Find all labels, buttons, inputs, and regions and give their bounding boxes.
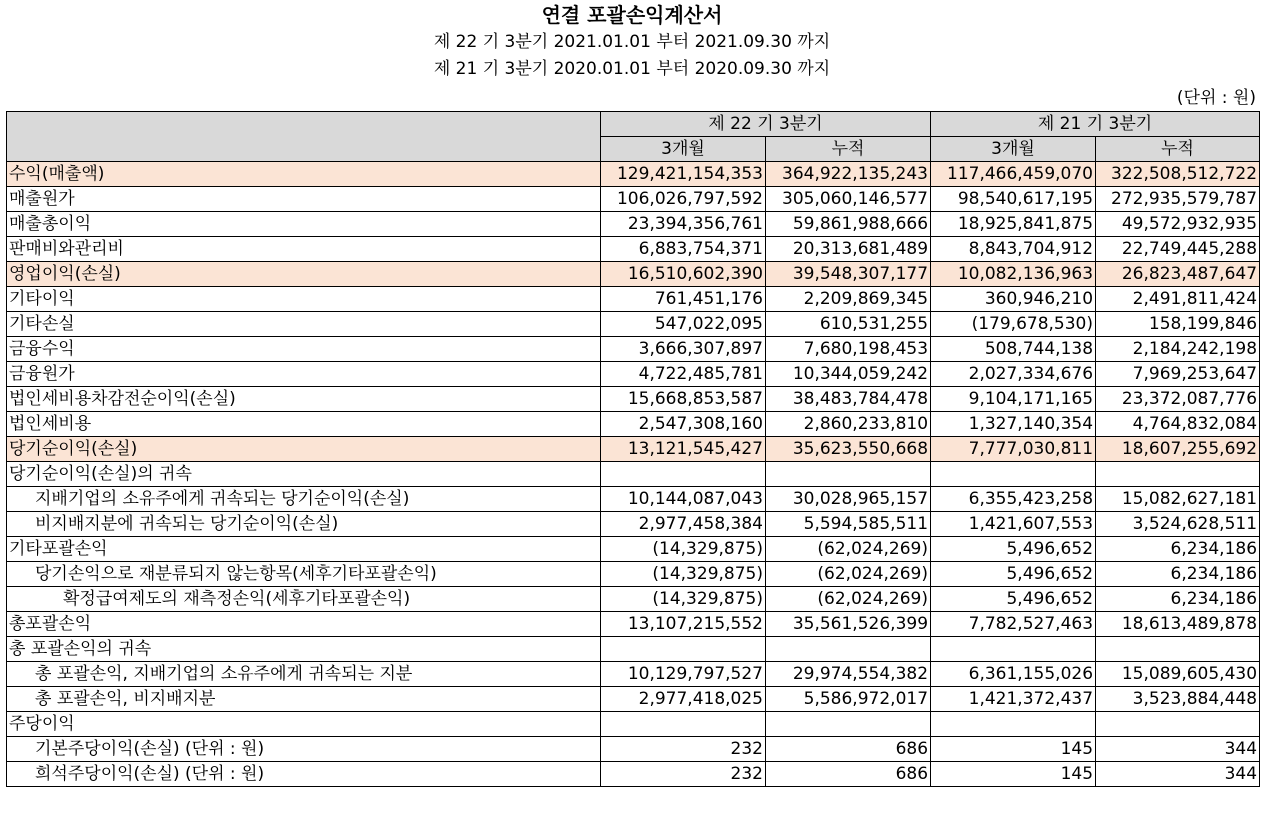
row-label: 희석주당이익(손실) (단위 : 원) xyxy=(7,762,601,787)
cell-value: 547,022,095 xyxy=(601,312,766,337)
cell-value: 7,777,030,811 xyxy=(931,437,1096,462)
cell-value: 6,234,186 xyxy=(1096,562,1260,587)
table-row xyxy=(7,287,1260,312)
table-row xyxy=(7,712,1260,737)
cell-value xyxy=(766,462,931,487)
cell-value: 59,861,988,666 xyxy=(766,212,931,237)
row-label: 판매비와관리비 xyxy=(7,237,601,262)
cell-value: 5,496,652 xyxy=(931,587,1096,612)
table-row xyxy=(7,237,1260,262)
cell-value: 610,531,255 xyxy=(766,312,931,337)
cell-value: 49,572,932,935 xyxy=(1096,212,1260,237)
table-row xyxy=(7,587,1260,612)
cell-value: 1,327,140,354 xyxy=(931,412,1096,437)
row-label: 총 포괄손익, 지배기업의 소유주에게 귀속되는 지분 xyxy=(7,662,601,687)
cell-value: (179,678,530) xyxy=(931,312,1096,337)
cell-value: 4,764,832,084 xyxy=(1096,412,1260,437)
cell-value: (62,024,269) xyxy=(766,562,931,587)
cell-value: 272,935,579,787 xyxy=(1096,187,1260,212)
cell-value: 5,586,972,017 xyxy=(766,687,931,712)
cell-value: 2,184,242,198 xyxy=(1096,337,1260,362)
table-row xyxy=(7,737,1260,762)
cell-value: 30,028,965,157 xyxy=(766,487,931,512)
row-label: 주당이익 xyxy=(7,712,601,737)
row-label: 영업이익(손실) xyxy=(7,262,601,287)
cell-value: 16,510,602,390 xyxy=(601,262,766,287)
cell-value: 6,234,186 xyxy=(1096,587,1260,612)
cell-value: 10,129,797,527 xyxy=(601,662,766,687)
cell-value xyxy=(601,712,766,737)
cell-value: 344 xyxy=(1096,737,1260,762)
cell-value: 6,883,754,371 xyxy=(601,237,766,262)
cell-value xyxy=(1096,637,1260,662)
period-current: 제 22 기 3분기 2021.01.01 부터 2021.09.30 까지 xyxy=(433,32,831,52)
cell-value xyxy=(931,462,1096,487)
cell-value: 364,922,135,243 xyxy=(766,162,931,187)
cell-value: 5,594,585,511 xyxy=(766,512,931,537)
cell-value: 6,361,155,026 xyxy=(931,662,1096,687)
table-row xyxy=(7,337,1260,362)
table-row xyxy=(7,562,1260,587)
cell-value: 26,823,487,647 xyxy=(1096,262,1260,287)
cell-value: 2,860,233,810 xyxy=(766,412,931,437)
cell-value: 15,082,627,181 xyxy=(1096,487,1260,512)
table-row xyxy=(7,462,1260,487)
cell-value: 322,508,512,722 xyxy=(1096,162,1260,187)
row-label: 비지배지분에 귀속되는 당기순이익(손실) xyxy=(7,512,601,537)
cell-value: 8,843,704,912 xyxy=(931,237,1096,262)
cell-value: 98,540,617,195 xyxy=(931,187,1096,212)
cell-value: 145 xyxy=(931,737,1096,762)
header-current-three-months: 3개월 xyxy=(601,137,766,162)
row-label: 법인세비용차감전순이익(손실) xyxy=(7,387,601,412)
cell-value: 508,744,138 xyxy=(931,337,1096,362)
cell-value xyxy=(1096,462,1260,487)
row-label: 기타손실 xyxy=(7,312,601,337)
cell-value: (14,329,875) xyxy=(601,562,766,587)
row-label: 법인세비용 xyxy=(7,412,601,437)
row-label: 기타이익 xyxy=(7,287,601,312)
row-label: 금융원가 xyxy=(7,362,601,387)
cell-value: 15,668,853,587 xyxy=(601,387,766,412)
table-row xyxy=(7,262,1260,287)
cell-value xyxy=(601,462,766,487)
row-label: 매출원가 xyxy=(7,187,601,212)
cell-value: 5,496,652 xyxy=(931,537,1096,562)
table-row xyxy=(7,412,1260,437)
cell-value: 4,722,485,781 xyxy=(601,362,766,387)
cell-value: (14,329,875) xyxy=(601,587,766,612)
cell-value xyxy=(931,712,1096,737)
cell-value: (62,024,269) xyxy=(766,587,931,612)
cell-value: 761,451,176 xyxy=(601,287,766,312)
row-label: 당기손익으로 재분류되지 않는항목(세후기타포괄손익) xyxy=(7,562,601,587)
cell-value: 23,372,087,776 xyxy=(1096,387,1260,412)
cell-value: 106,026,797,592 xyxy=(601,187,766,212)
header-current-period: 제 22 기 3분기 xyxy=(601,112,931,137)
header-current-cumulative: 누적 xyxy=(766,137,931,162)
table-row xyxy=(7,762,1260,787)
cell-value: 232 xyxy=(601,762,766,787)
row-label: 당기순이익(손실) xyxy=(7,437,601,462)
cell-value: 18,925,841,875 xyxy=(931,212,1096,237)
income-statement-table xyxy=(6,111,1260,787)
cell-value xyxy=(931,637,1096,662)
cell-value: 13,107,215,552 xyxy=(601,612,766,637)
row-label: 매출총이익 xyxy=(7,212,601,237)
cell-value: 18,613,489,878 xyxy=(1096,612,1260,637)
cell-value: 686 xyxy=(766,762,931,787)
table-row xyxy=(7,637,1260,662)
table-row xyxy=(7,537,1260,562)
row-label: 총 포괄손익, 비지배지분 xyxy=(7,687,601,712)
table-row xyxy=(7,487,1260,512)
cell-value: 35,561,526,399 xyxy=(766,612,931,637)
cell-value: 7,969,253,647 xyxy=(1096,362,1260,387)
cell-value: 2,491,811,424 xyxy=(1096,287,1260,312)
row-label: 지배기업의 소유주에게 귀속되는 당기순이익(손실) xyxy=(7,487,601,512)
cell-value: 344 xyxy=(1096,762,1260,787)
cell-value: 23,394,356,761 xyxy=(601,212,766,237)
cell-value: 39,548,307,177 xyxy=(766,262,931,287)
cell-value: 686 xyxy=(766,737,931,762)
cell-value: 117,466,459,070 xyxy=(931,162,1096,187)
table-row xyxy=(7,512,1260,537)
cell-value: (14,329,875) xyxy=(601,537,766,562)
table-row xyxy=(7,162,1260,187)
statement-title: 연결 포괄손익계산서 xyxy=(541,3,723,27)
cell-value: (62,024,269) xyxy=(766,537,931,562)
row-label: 확정급여제도의 재측정손익(세후기타포괄손익) xyxy=(7,587,601,612)
cell-value: 1,421,607,553 xyxy=(931,512,1096,537)
cell-value: 305,060,146,577 xyxy=(766,187,931,212)
table-row xyxy=(7,362,1260,387)
header-blank-cell xyxy=(7,112,601,162)
row-label: 기본주당이익(손실) (단위 : 원) xyxy=(7,737,601,762)
row-label: 당기순이익(손실)의 귀속 xyxy=(7,462,601,487)
cell-value: 360,946,210 xyxy=(931,287,1096,312)
table-row xyxy=(7,387,1260,412)
cell-value: 2,977,458,384 xyxy=(601,512,766,537)
table-row xyxy=(7,212,1260,237)
cell-value xyxy=(601,637,766,662)
cell-value: 7,782,527,463 xyxy=(931,612,1096,637)
row-label: 총 포괄손익의 귀속 xyxy=(7,637,601,662)
cell-value: 6,355,423,258 xyxy=(931,487,1096,512)
cell-value: 38,483,784,478 xyxy=(766,387,931,412)
table-row xyxy=(7,662,1260,687)
table-row xyxy=(7,612,1260,637)
row-label: 총포괄손익 xyxy=(7,612,601,637)
cell-value: 29,974,554,382 xyxy=(766,662,931,687)
cell-value: 35,623,550,668 xyxy=(766,437,931,462)
unit-label: (단위 : 원) xyxy=(1176,88,1256,108)
cell-value: 10,344,059,242 xyxy=(766,362,931,387)
cell-value: 158,199,846 xyxy=(1096,312,1260,337)
cell-value xyxy=(766,637,931,662)
cell-value: 10,082,136,963 xyxy=(931,262,1096,287)
cell-value xyxy=(766,712,931,737)
cell-value: 129,421,154,353 xyxy=(601,162,766,187)
header-prior-period: 제 21 기 3분기 xyxy=(931,112,1260,137)
cell-value: 3,524,628,511 xyxy=(1096,512,1260,537)
header-prior-cumulative: 누적 xyxy=(1096,137,1260,162)
row-label: 기타포괄손익 xyxy=(7,537,601,562)
cell-value: 6,234,186 xyxy=(1096,537,1260,562)
cell-value: 9,104,171,165 xyxy=(931,387,1096,412)
cell-value: 5,496,652 xyxy=(931,562,1096,587)
cell-value: 10,144,087,043 xyxy=(601,487,766,512)
cell-value: 7,680,198,453 xyxy=(766,337,931,362)
header-prior-three-months: 3개월 xyxy=(931,137,1096,162)
header-row-period xyxy=(7,112,1260,137)
cell-value xyxy=(1096,712,1260,737)
cell-value: 145 xyxy=(931,762,1096,787)
cell-value: 2,547,308,160 xyxy=(601,412,766,437)
table-row xyxy=(7,437,1260,462)
cell-value: 232 xyxy=(601,737,766,762)
cell-value: 3,523,884,448 xyxy=(1096,687,1260,712)
table-row xyxy=(7,687,1260,712)
table-row xyxy=(7,312,1260,337)
period-prior: 제 21 기 3분기 2020.01.01 부터 2020.09.30 까지 xyxy=(433,59,831,79)
table-row xyxy=(7,187,1260,212)
cell-value: 13,121,545,427 xyxy=(601,437,766,462)
cell-value: 18,607,255,692 xyxy=(1096,437,1260,462)
cell-value: 2,027,334,676 xyxy=(931,362,1096,387)
cell-value: 22,749,445,288 xyxy=(1096,237,1260,262)
row-label: 금융수익 xyxy=(7,337,601,362)
cell-value: 15,089,605,430 xyxy=(1096,662,1260,687)
cell-value: 1,421,372,437 xyxy=(931,687,1096,712)
row-label: 수익(매출액) xyxy=(7,162,601,187)
cell-value: 2,977,418,025 xyxy=(601,687,766,712)
cell-value: 20,313,681,489 xyxy=(766,237,931,262)
cell-value: 3,666,307,897 xyxy=(601,337,766,362)
cell-value: 2,209,869,345 xyxy=(766,287,931,312)
